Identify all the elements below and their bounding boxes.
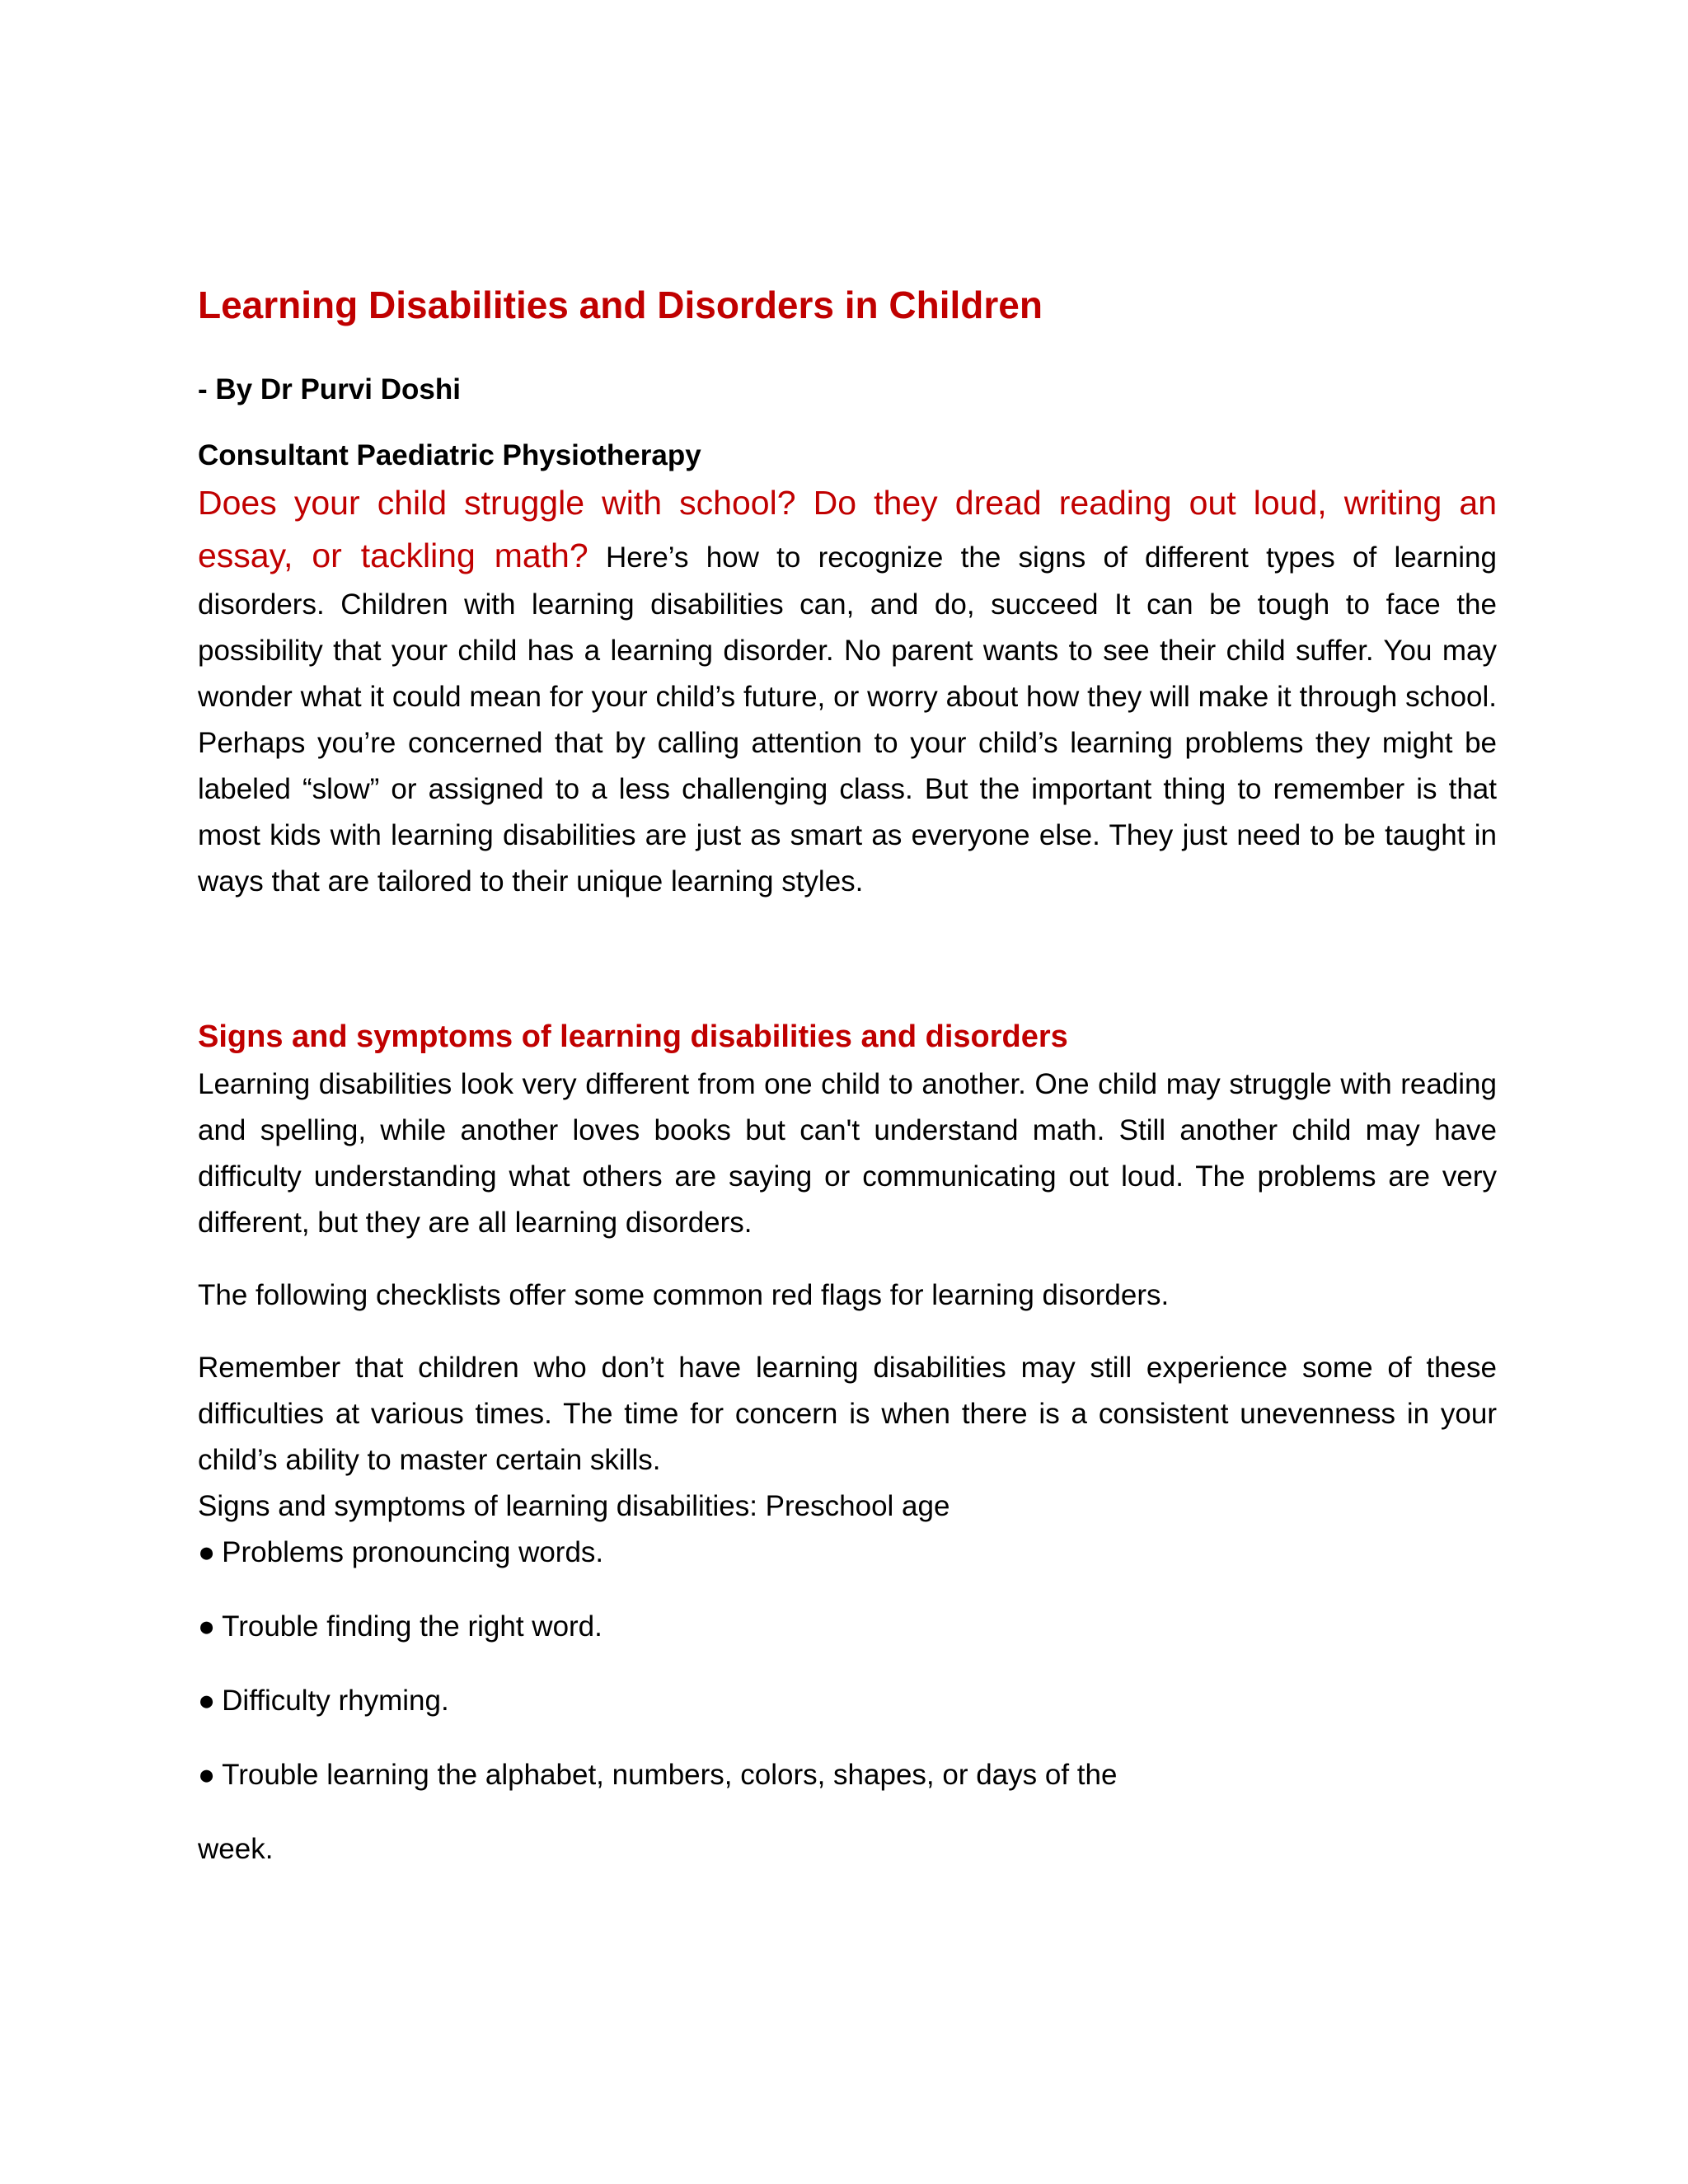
list-item: ● Difficulty rhyming. (198, 1685, 449, 1717)
list-item: ● Trouble finding the right word. (198, 1610, 603, 1643)
section-paragraph-2: The following checklists offer some common red flags for learning disorders. (198, 1279, 1170, 1311)
article-title: Learning Disabilities and Disorders in Children (198, 284, 1043, 326)
section-paragraph-1: Learning disabilities look very different from one child to another. One child may struggle with reading and spelling, while another loves books but can't understand math. Still another child may have difficulty understanding what others are saying or communicating out loud. The problems are very different, but they are all learning disorders. (198, 1068, 1497, 1239)
intro-text: Here’s how to recognize the signs of different types of learning disorders. Children with learning disabilities can, and do, succeed It can be tough to face the possibility that your child has a learning disorder. No parent wants to see their child suffer. You may wonder what it could mean for your child’s future, or worry about how they will make it through school. Perhaps you’re concerned that by calling attention to your child’s learning problems they might be labeled “slow” or assigned to a less challenging class. But the important thing to remember is that most kids with learning disabilities are just as smart as everyone else. They just need to be taught in ways that are tailored to their unique learning styles. (198, 541, 1497, 898)
bullet-icon: ● (198, 1536, 216, 1568)
list-trailing-text: week. (198, 1833, 274, 1865)
section-subheading: Signs and symptoms of learning disabilities: Preschool age (198, 1490, 950, 1522)
bullet-icon: ● (198, 1685, 216, 1717)
bullet-icon: ● (198, 1759, 216, 1791)
intro-paragraph (198, 476, 1497, 905)
symptom-list (198, 1530, 1497, 1798)
section-heading: Signs and symptoms of learning disabilities and disorders (198, 1019, 1068, 1054)
bullet-icon: ● (198, 1610, 216, 1643)
document-page (198, 280, 1497, 1872)
list-item: ● Problems pronouncing words. (198, 1536, 604, 1568)
list-item: ● Trouble learning the alphabet, numbers, colors, shapes, or days of the (198, 1759, 1118, 1791)
author-role: Consultant Paediatric Physiotherapy (198, 439, 701, 471)
lead-question: Does your child struggle with school? Do they dread reading out loud, writing an essay, or tackling math? (198, 484, 1497, 574)
author-byline: - By Dr Purvi Doshi (198, 373, 461, 405)
section-paragraph-3: Remember that children who don’t have learning disabilities may still experience some of these difficulties at various times. The time for concern is when there is a consistent unevenness in your child’s ability to master certain skills. (198, 1352, 1497, 1476)
